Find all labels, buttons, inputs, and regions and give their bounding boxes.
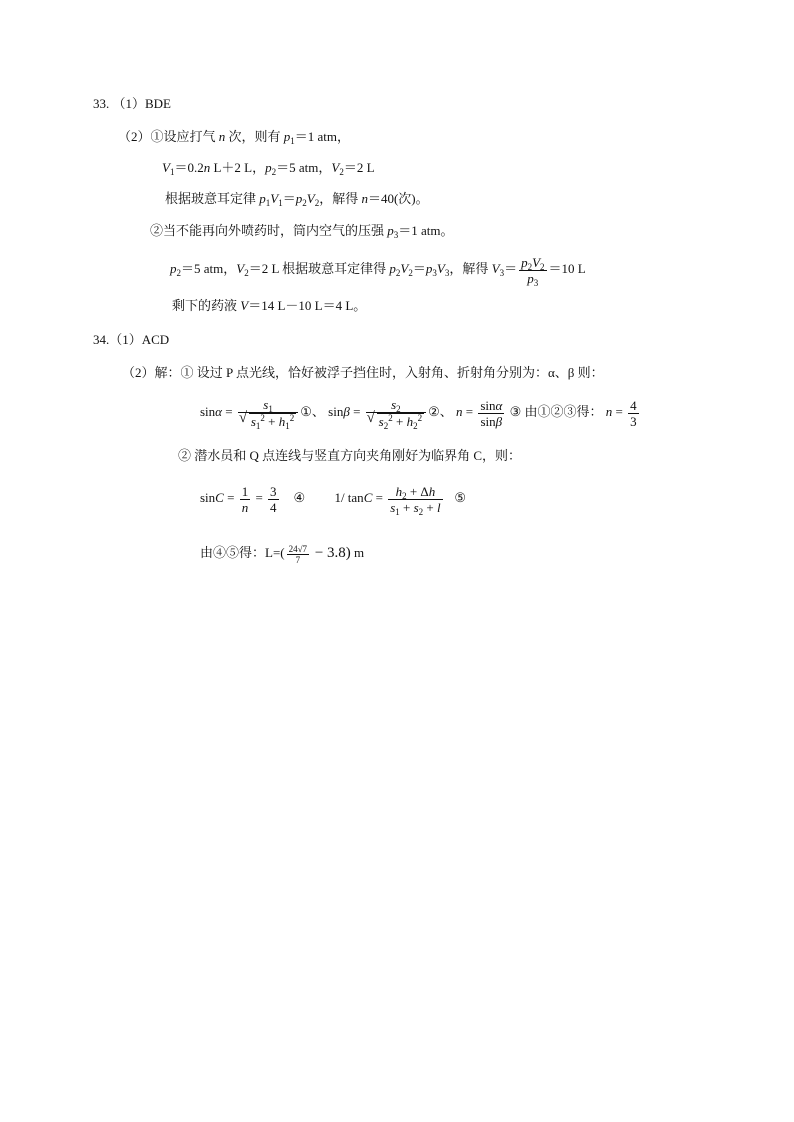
n-ratio-fraction: $\frac{\sin\alpha}{\sin\beta}$ [480, 397, 503, 429]
q33-part2-line5: $p_2=5$ atm，$V_2=2$ L 根据玻意耳定律得 $p_2V_2=p_3V_3$，解得 $V_3=$ $\frac{p_2V_2}{p_3}$ ＝10 L [170, 254, 586, 288]
q34-part2-line1: （2）解：① 设过 P 点光线，恰好被浮子挡住时，入射角、折射角分别为：α、β 则： [122, 365, 604, 380]
q33-answer-line [93, 95, 171, 113]
q34-equations-row2: sinC = $\frac{1}{n}$ = $\frac{3}{4}$ ④ 1/ tanC = $\frac{h_2 + \Delta h}{s_1 + s_2 + l}$ ⑤ [200, 483, 467, 517]
tanC-fraction: $\frac{h_2 + \Delta h}{s_1 + s_2 + l}$ [390, 483, 441, 517]
q34-answer-line [93, 331, 169, 349]
q34-label: 34.（1）ACD [93, 332, 170, 347]
q33-part2-line3: 根据玻意耳定律 $p_1V_1=p_2V_2$，解得 n＝40(次)。 [165, 191, 429, 208]
q33-part2-line4: ②当不能再向外喷药时，筒内空气的压强 $p_3=1$ atm。 [150, 223, 454, 240]
sinC-value-fraction: $\frac{3}{4}$ [270, 483, 277, 515]
result-fraction: $\frac{24√7}{7}$ [288, 543, 308, 565]
q33-label: 33. （1）BDE [93, 96, 172, 111]
sin-beta-fraction: $s_2$ √ $s_2^2 + h_2^2$ [366, 397, 426, 429]
q33-part2-line1: （2）①设应打气 n 次，则有 $p_1=1$ atm， [118, 129, 351, 146]
q34-part2-line2: ② 潜水员和 Q 点连线与竖直方向夹角刚好为临界角 C，则： [178, 448, 522, 463]
q34-result-line: 由④⑤得：L=( $\frac{24√7}{7}$ − 3.8) m [200, 543, 365, 565]
sinC-fraction: $\frac{1}{n}$ [241, 483, 249, 515]
q33-part2-line6: 剩下的药液 V＝14 L－10 L＝4 L。 [172, 298, 367, 313]
n-result-fraction: $\frac{4}{3}$ [630, 397, 637, 429]
v3-fraction: $\frac{p_2V_2}{p_3}$ [521, 254, 545, 288]
q34-equations-row1: sinα = $s_1$ √ $s_1^2 + h_1^2$ ①、 sinβ = $s_2$ √ $s_2^2 + h_2^2$ ②、 n = $\frac{\sin\alpha}{\sin\beta}$ ③ 由①②③得： n = $\frac{4}{3}$ [200, 392, 641, 432]
q33-part2-line2: $V_1=0.2n$ L＋2 L，$p_2=5$ atm，$V_2=2$ L [162, 160, 375, 177]
sin-alpha-fraction: $s_1$ √ $s_1^2 + h_1^2$ [238, 397, 298, 429]
